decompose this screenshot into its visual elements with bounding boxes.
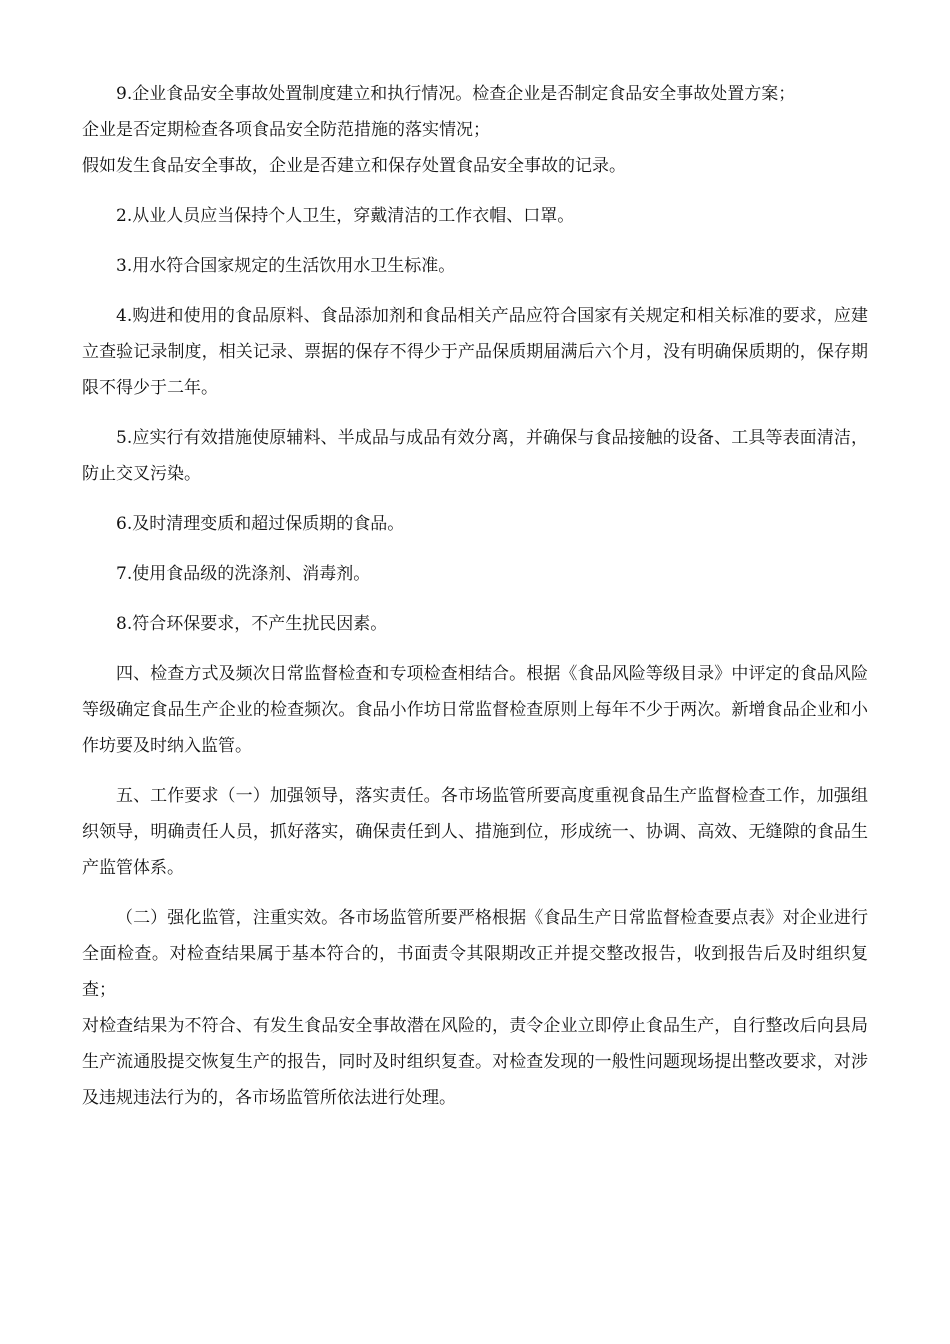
paragraph-section-5: 五、工作要求（一）加强领导，落实责任。各市场监管所要高度重视食品生产监督检查工作，加强组织领导，明确责任人员，抓好落实，确保责任到人、措施到位，形成统一、协调、高效、无缝隙的食品生产监管体系。 — [82, 786, 868, 878]
paragraph-item-4: 4.购进和使用的食品原料、食品添加剂和食品相关产品应符合国家有关规定和相关标准的要求，应建立查验记录制度，相关记录、票据的保存不得少于产品保质期届满后六个月，没有明确保质期的，保存期限不得少于二年。 — [82, 306, 868, 398]
paragraph-item-9: 9.企业食品安全事故处置制度建立和执行情况。检查企业是否制定食品安全事故处置方案； — [116, 84, 796, 104]
paragraph-item-8: 8.符合环保要求，不产生扰民因素。 — [116, 614, 388, 634]
paragraph-item-7: 7.使用食品级的洗涤剂、消毒剂。 — [116, 564, 371, 584]
paragraph-item-5: 5.应实行有效措施使原辅料、半成品与成品有效分离，并确保与食品接触的设备、工具等表面清洁，防止交叉污染。 — [82, 428, 868, 484]
paragraph-item-6: 6.及时清理变质和超过保质期的食品。 — [116, 514, 405, 534]
document-page — [82, 76, 868, 1116]
paragraph-section-5-2-cont: 对检查结果为不符合、有发生食品安全事故潜在风险的，责令企业立即停止食品生产，自行整改后向县局生产流通股提交恢复生产的报告，同时及时组织复查。对检查发现的一般性问题现场提出整改要求，对涉及违规违法行为的，各市场监管所依法进行处理。 — [82, 1016, 868, 1108]
paragraph-item-2: 2.从业人员应当保持个人卫生，穿戴清洁的工作衣帽、口罩。 — [116, 206, 575, 226]
paragraph-section-4: 四、检查方式及频次日常监督检查和专项检查相结合。根据《食品风险等级目录》中评定的食品风险等级确定食品生产企业的检查频次。食品小作坊日常监督检查原则上每年不少于两次。新增食品企业和小作坊要及时纳入监管。 — [82, 664, 868, 756]
paragraph-section-5-2: （二）强化监管，注重实效。各市场监管所要严格根据《食品生产日常监督检查要点表》对企业进行全面检查。对检查结果属于基本符合的，书面责令其限期改正并提交整改报告，收到报告后及时组织复查； — [82, 908, 868, 1000]
paragraph-item-3: 3.用水符合国家规定的生活饮用水卫生标准。 — [116, 256, 456, 276]
paragraph-item-9-cont-2: 假如发生食品安全事故，企业是否建立和保存处置食品安全事故的记录。 — [82, 156, 626, 176]
paragraph-item-9-cont-1: 企业是否定期检查各项食品安全防范措施的落实情况； — [82, 120, 490, 140]
